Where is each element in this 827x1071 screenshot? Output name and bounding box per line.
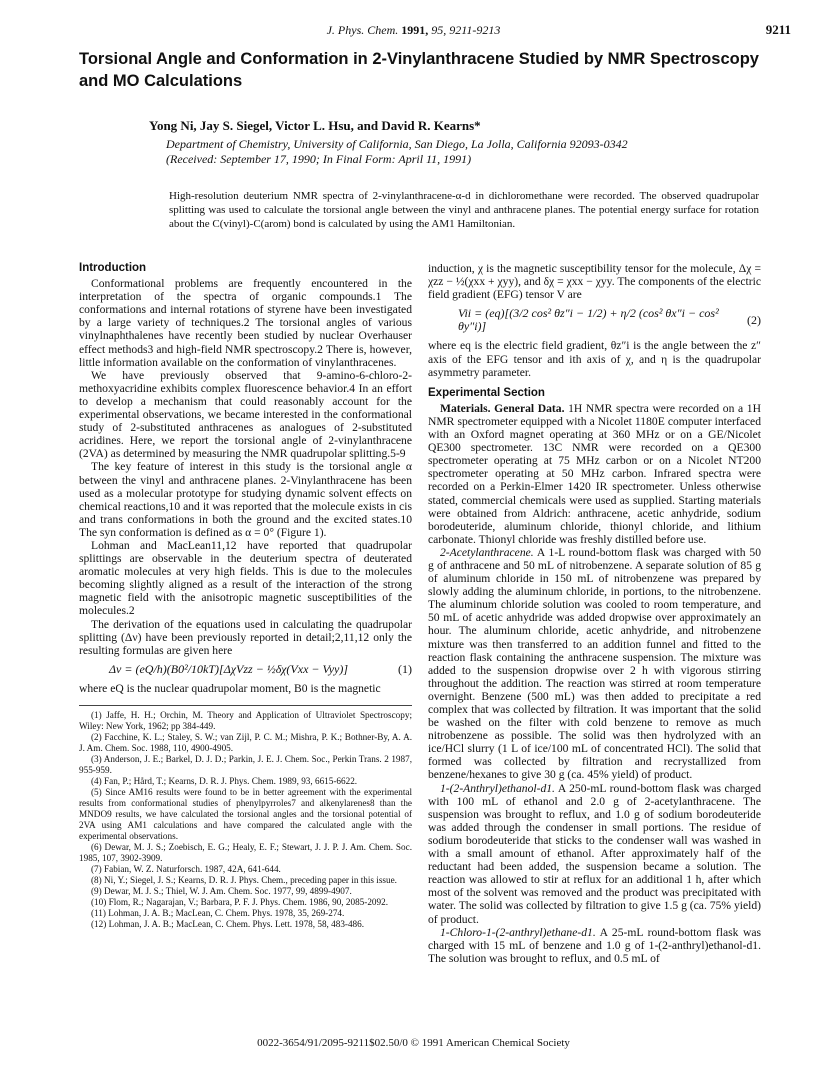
equation-2-body: Vii = (eq)[(3/2 cos² θz″i − 1/2) + η/2 (cos² θx″i − cos² θy″i)] [458,306,719,334]
anthrylethanol-text: A 250-mL round-bottom flask was charged with 100 mL of ethanol and 2.0 g of 2-acetylanthracene. The suspension was brought to reflux, and 1.0 g of sodium borodeuteride was added through the condenser in small portions. The residue of sodium borodeuteride that sticks to the condenser wall was washed in with a small amount of ethanol. After approximately half of the reductant had been added, the suspension became a solution. The reaction was allowed to stir at reflux for an additional 1 h, after which most of the solvent was removed and the product was precipitated with water. The solid was collected by filtration to give 1.5 g (ca. 75% yield) of product. [428,781,762,926]
acetylanthracene-paragraph [428,546,761,782]
chloroethane-text: A 25-mL round-bottom flask was charged with 15 mL of benzene and 1.0 g of 1-(2-anthryl)ethanol-d1. The solution was brought to reflux, and 0.5 mL of [428,925,761,965]
equation-1-body: Δν = (eQ/h)(B0²/10kT)[ΔχVzz − ½δχ(Vxx − Vyy)] [109,661,349,676]
acetylanthracene-label: 2-Acetylanthracene. [440,545,534,559]
footnote: (2) Facchine, K. L.; Staley, S. W.; van Zijl, P. C. M.; Mishra, P. K.; Bothner-By, A. A. J. Am. Chem. Soc. 1988, 110, 4900-4905. [79,732,412,753]
footnotes [79,710,412,930]
anthrylethanol-paragraph [428,782,761,926]
intro-paragraph-5: The derivation of the equations used in calculating the quadrupolar splitting (Δν) have been previously reported in detail;2,11,12 only the resulting formulas are given here [79,617,412,657]
footnote: (8) Ni, Y.; Siegel, J. S.; Kearns, D. R. J. Phys. Chem., preceding paper in this issue. [91,875,397,885]
journal-year: 1991, [401,23,429,37]
equation-1 [79,657,412,682]
intro-paragraph-6: where eQ is the nuclear quadrupolar moment, B0 is the magnetic [79,681,381,695]
footnote: (7) Fabian, W. Z. Naturforsch. 1987, 42A, 641-644. [91,864,281,874]
experimental-heading: Experimental Section [428,386,545,399]
equation-2-number: (2) [747,312,761,327]
right-paragraph-1: induction, χ is the magnetic susceptibility tensor for the molecule, Δχ = χzz − ½(χxx + χyy), and δχ = χxx − χyy. The components of the electric field gradient (EFG) tensor V are [428,262,761,302]
journal-volume: 95, [431,23,447,37]
right-paragraph-2: where eq is the electric field gradient, θz″i is the angle between the z″ axis of the EFG tensor and ith axis of χ, and η is the quadrupolar asymmetry parameter. [428,339,761,379]
footnote: (12) Lohman, J. A. B.; MacLean, C. Chem. Phys. Lett. 1978, 58, 483-486. [91,919,365,929]
footnote: (10) Flom, R.; Nagarajan, V.; Barbara, P. F. J. Phys. Chem. 1986, 90, 2085-2092. [91,897,388,907]
abstract: High-resolution deuterium NMR spectra of 2-vinylanthracene-α-d in dichloromethane were recorded. The observed quadrupolar splitting was used to calculate the torsional angle between the vinyl and anthracene planes. The potential energy surface for rotation about the C(vinyl)-C(arom) bond is calculated by using the AM1 Hamiltonian. [169,190,759,230]
affiliation: Department of Chemistry, University of California, San Diego, La Jolla, California 92093-0342 [166,137,628,151]
journal-pages: 9211-9213 [449,23,501,37]
acetylanthracene-text: A 1-L round-bottom flask was charged with 50 g of anthracene and 50 mL of nitrobenzene. A separate solution of 85 g of aluminum chloride in 150 mL of nitrobenzene was prepared by slowly adding the aluminum chloride, in portions, to the nitrobenzene. The aluminum chloride solution was cooled to room temperature, and 50 mL of acetic anhydride was added dropwise over approximately an hour. The aluminum chloride, acetic anhydride, and nitrobenzene mixture was then transferred to an addition funnel and fitted to the reaction flask containing the anthracene suspension. The mixture was added to the suspension dropwise over 2 h with vigorous stirring throughout the addition. The reaction was stirred at room temperature overnight. Benzene (500 mL) was then added to precipitate a red complex that was collected by filtration. It was important that the solid be washed on the filter with cold benzene to remove as much nitrobenzene as possible. The solid was then hydrolyzed with an ice/HCl slurry (1 L of ice/100 mL of concentrated HCl). The solid that formed was collected by filtration and recrystallized from benzene/hexanes to give 30 g (ca. 45% yield) of product. [428,545,762,782]
intro-paragraph-3: The key feature of interest in this study is the torsional angle α between the vinyl and anthracene planes. 2-Vinylanthracene has been used as a molecular prototype for studying dynamic solvent effects on chemical reactions,10 and it was reported that the molecule exists in cis and trans conformations in both the ground and the excited states.10 The syn conformation is defined as α = 0° (Figure 1). [79,460,412,539]
intro-heading: Introduction [79,262,147,274]
intro-paragraph-4: Lohman and MacLean11,12 have reported that quadrupolar splittings are observable in the deuterium spectra of deuterated aromatic molecules at very high fields. This is due to the molecules becoming slightly aligned as a result of the interaction of the strong magnetic field with the anisotropic magnetic susceptibilities of the molecules.2 [79,538,412,618]
copyright-footer: 0022-3654/91/2095-9211$02.50/0 © 1991 American Chemical Society [257,1037,570,1049]
anthrylethanol-label: 1-(2-Anthryl)ethanol-d1. [440,781,555,795]
running-header [0,23,827,38]
materials-label: Materials. General Data. [440,401,565,415]
footnote: (5) Since AM16 results were found to be in better agreement with the experimental results from conformational studies of phenylpyrroles7 and alkenylarenes8 than the MNDO9 results, we have calculated the torsional angles and the torsional potential of 2VA using AM1 calculations and have compared the calculated angle with the experimental observations. [79,787,412,841]
left-column [79,262,412,930]
intro-paragraph-2: We have previously observed that 9-amino-6-chloro-2-methoxyacridine exhibits complex fluorescence behavior.4 In an effort to develop a mechanism that could reasonably account for the experimental observations, we became interested in the conformational study of 2-substituted anthracenes as analogues of 2-substituted acridines. Here, we report the torsional angle of 2-vinylanthracene (2VA) as determined by measuring the NMR quadrupolar splitting.5-9 [79,368,412,461]
chloroethane-paragraph [428,926,761,965]
footnote-divider [79,705,412,706]
received-dates: (Received: September 17, 1990; In Final Form: April 11, 1991) [166,152,472,166]
journal-name: J. Phys. Chem. [326,23,399,37]
right-column [428,262,761,965]
equation-1-number: (1) [398,661,412,676]
footnote: (9) Dewar, M. J. S.; Thiel, W. J. Am. Chem. Soc. 1977, 99, 4899-4907. [91,886,352,896]
footnote: (3) Anderson, J. E.; Barkel, D. J. D.; Parkin, J. E. J. Chem. Soc., Perkin Trans. 2 1987, 955-959. [79,754,412,775]
affiliation-block [166,137,628,167]
equation-2 [428,301,761,339]
article-title: Torsional Angle and Conformation in 2-Vinylanthracene Studied by NMR Spectroscopy and MO Calculations [79,50,759,90]
footnote: (1) Jaffe, H. H.; Orchin, M. Theory and Application of Ultraviolet Spectroscopy; Wiley: New York, 1962; pp 384-449. [79,710,412,731]
materials-paragraph [428,402,761,546]
footnote: (6) Dewar, M. J. S.; Zoebisch, E. G.; Healy, E. F.; Stewart, J. J. P. J. Am. Chem. Soc. 1985, 107, 3902-3909. [79,842,412,863]
footnote: (4) Fan, P.; Hård, T.; Kearns, D. R. J. Phys. Chem. 1989, 93, 6615-6622. [91,776,358,786]
footnote: (11) Lohman, J. A. B.; MacLean, C. Chem. Phys. 1978, 35, 269-274. [91,908,345,918]
author-list: Yong Ni, Jay S. Siegel, Victor L. Hsu, and David R. Kearns* [149,118,481,133]
chloroethane-label: 1-Chloro-1-(2-anthryl)ethane-d1. [440,925,596,939]
materials-text: 1H NMR spectra were recorded on a 1H NMR spectrometer equipped with a Nicolet 1180E computer interfaced with an Oxford magnet operating at 360 MHz or on a GE/Nicolet QE300 spectrometer. 13C NMR were recorded on a QE300 spectrometer operating at 75 MHz carbon or on a Nicolet NT200 spectrometer operating at 50 MHz carbon. Infrared spectra were recorded on a Perkin-Elmer 1420 IR spectrometer. Unless otherwise stated, commercial chemicals were used as supplied. Starting materials were obtained from Aldrich: anthracene, acetic anhydride, sodium borodeuteride, aluminum chloride, thionyl chloride, and lithium carbonate. Thionyl chloride was freshly distilled before use. [428,401,761,546]
page-number: 9211 [765,22,791,37]
intro-paragraph-1: Conformational problems are frequently encountered in the interpretation of the spectra of organic compounds.1 The conformations and internal rotations of styrene have been investigated by a large variety of techniques.2 The torsional angles of various vinylnaphthalenes have recently been studied by nuclear Overhauser effect methods3 and high-field NMR spectroscopy.2 There is, however, little information available on the conformation of vinylanthracenes. [79,277,412,369]
